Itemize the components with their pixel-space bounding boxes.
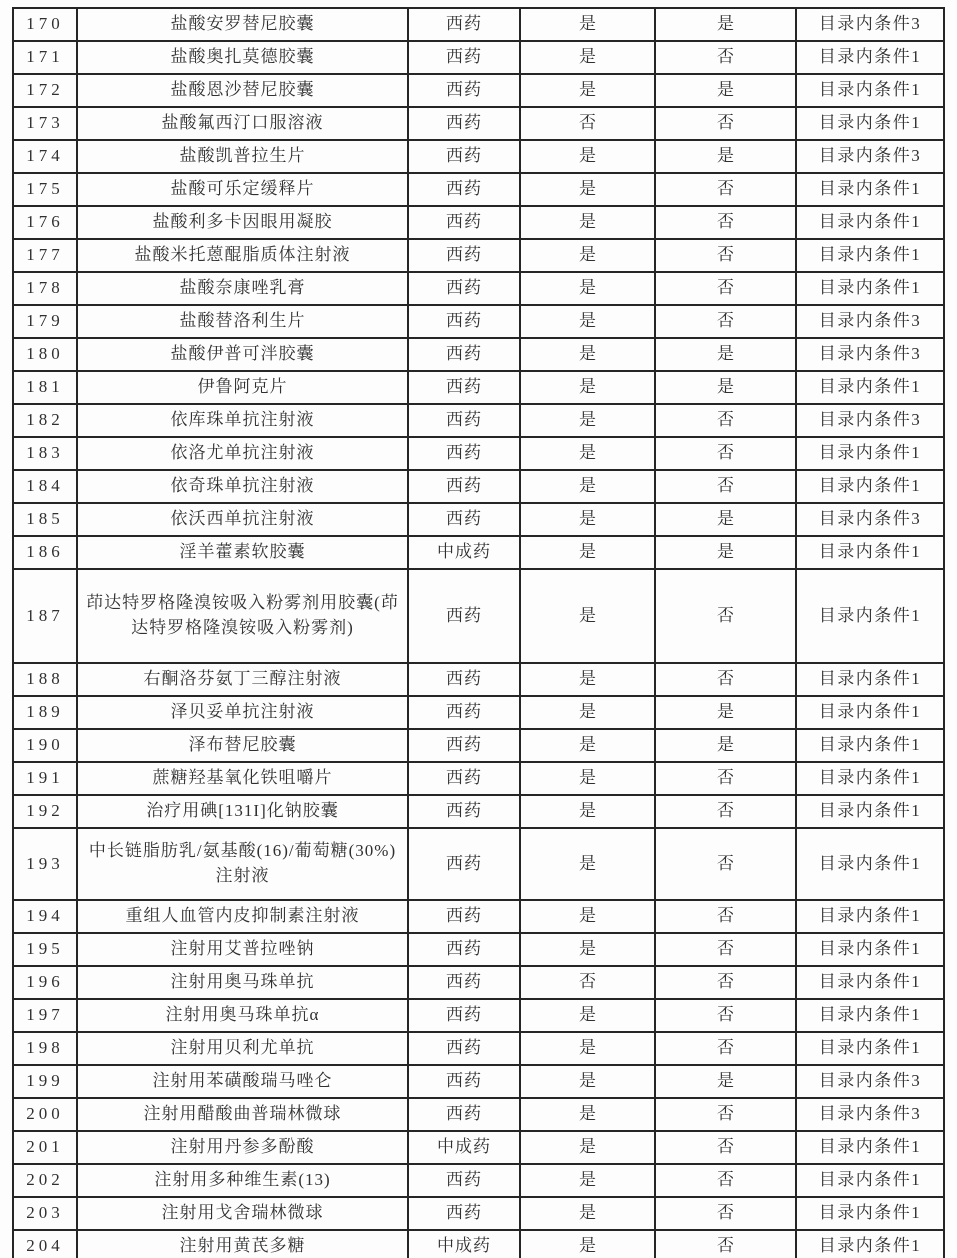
drug-type-cell: 西药 <box>408 41 520 74</box>
flag2-cell: 否 <box>655 999 796 1032</box>
drug-type-cell: 西药 <box>408 696 520 729</box>
drug-type-cell: 西药 <box>408 999 520 1032</box>
flag2-cell: 是 <box>655 8 796 41</box>
condition-cell: 目录内条件3 <box>796 404 944 437</box>
drug-name-cell: 盐酸恩沙替尼胶囊 <box>77 74 408 107</box>
row-number-cell: 187 <box>13 569 77 663</box>
drug-name-cell: 依奇珠单抗注射液 <box>77 470 408 503</box>
table-row <box>13 762 944 795</box>
flag1-cell: 是 <box>520 305 655 338</box>
flag1-cell: 是 <box>520 503 655 536</box>
condition-cell: 目录内条件1 <box>796 239 944 272</box>
condition-cell: 目录内条件3 <box>796 1098 944 1131</box>
row-number-cell: 191 <box>13 762 77 795</box>
flag2-cell: 否 <box>655 404 796 437</box>
drug-type-cell: 西药 <box>408 173 520 206</box>
flag2-cell: 否 <box>655 107 796 140</box>
drug-type-cell: 西药 <box>408 272 520 305</box>
condition-cell: 目录内条件1 <box>796 1197 944 1230</box>
row-number-cell: 176 <box>13 206 77 239</box>
row-number-cell: 200 <box>13 1098 77 1131</box>
table-row <box>13 1098 944 1131</box>
condition-cell: 目录内条件1 <box>796 536 944 569</box>
condition-cell: 目录内条件1 <box>796 41 944 74</box>
drug-name-cell: 伊鲁阿克片 <box>77 371 408 404</box>
flag2-cell: 否 <box>655 762 796 795</box>
condition-cell: 目录内条件1 <box>796 900 944 933</box>
table-row <box>13 1032 944 1065</box>
condition-cell: 目录内条件1 <box>796 437 944 470</box>
drug-type-cell: 中成药 <box>408 1230 520 1258</box>
flag1-cell: 是 <box>520 536 655 569</box>
drug-name-cell: 盐酸可乐定缓释片 <box>77 173 408 206</box>
row-number-cell: 178 <box>13 272 77 305</box>
drug-table <box>12 7 945 1258</box>
row-number-cell: 171 <box>13 41 77 74</box>
table-row <box>13 1131 944 1164</box>
drug-name-cell: 右酮洛芬氨丁三醇注射液 <box>77 663 408 696</box>
condition-cell: 目录内条件1 <box>796 1164 944 1197</box>
table-row <box>13 569 944 663</box>
row-number-cell: 185 <box>13 503 77 536</box>
table-row <box>13 404 944 437</box>
row-number-cell: 190 <box>13 729 77 762</box>
condition-cell: 目录内条件3 <box>796 140 944 173</box>
drug-name-cell: 盐酸伊普可泮胶囊 <box>77 338 408 371</box>
flag1-cell: 是 <box>520 1065 655 1098</box>
condition-cell: 目录内条件1 <box>796 696 944 729</box>
drug-name-cell: 注射用艾普拉唑钠 <box>77 933 408 966</box>
flag1-cell: 是 <box>520 762 655 795</box>
flag2-cell: 否 <box>655 173 796 206</box>
condition-cell: 目录内条件1 <box>796 933 944 966</box>
flag1-cell: 是 <box>520 338 655 371</box>
table-row <box>13 41 944 74</box>
condition-cell: 目录内条件1 <box>796 762 944 795</box>
row-number-cell: 196 <box>13 966 77 999</box>
table-row <box>13 272 944 305</box>
row-number-cell: 201 <box>13 1131 77 1164</box>
drug-name-cell: 注射用丹参多酚酸 <box>77 1131 408 1164</box>
drug-type-cell: 西药 <box>408 470 520 503</box>
drug-name-cell: 泽布替尼胶囊 <box>77 729 408 762</box>
drug-type-cell: 中成药 <box>408 1131 520 1164</box>
flag1-cell: 否 <box>520 107 655 140</box>
drug-type-cell: 西药 <box>408 1098 520 1131</box>
table-row <box>13 206 944 239</box>
flag2-cell: 否 <box>655 272 796 305</box>
row-number-cell: 193 <box>13 828 77 900</box>
flag1-cell: 是 <box>520 404 655 437</box>
flag1-cell: 是 <box>520 272 655 305</box>
condition-cell: 目录内条件1 <box>796 470 944 503</box>
drug-type-cell: 西药 <box>408 404 520 437</box>
table-row <box>13 239 944 272</box>
table-row <box>13 338 944 371</box>
row-number-cell: 189 <box>13 696 77 729</box>
flag1-cell: 是 <box>520 663 655 696</box>
drug-name-cell: 注射用多种维生素(13) <box>77 1164 408 1197</box>
table-row <box>13 663 944 696</box>
drug-type-cell: 西药 <box>408 1197 520 1230</box>
flag2-cell: 是 <box>655 696 796 729</box>
drug-type-cell: 西药 <box>408 338 520 371</box>
row-number-cell: 173 <box>13 107 77 140</box>
table-row <box>13 1230 944 1258</box>
flag2-cell: 否 <box>655 966 796 999</box>
row-number-cell: 195 <box>13 933 77 966</box>
condition-cell: 目录内条件3 <box>796 1065 944 1098</box>
drug-type-cell: 西药 <box>408 206 520 239</box>
drug-name-cell: 治疗用碘[131I]化钠胶囊 <box>77 795 408 828</box>
flag1-cell: 是 <box>520 696 655 729</box>
table-row <box>13 536 944 569</box>
table-row <box>13 437 944 470</box>
table-row <box>13 966 944 999</box>
drug-name-cell: 淫羊藿素软胶囊 <box>77 536 408 569</box>
flag2-cell: 否 <box>655 569 796 663</box>
table-row <box>13 999 944 1032</box>
flag2-cell: 否 <box>655 206 796 239</box>
drug-type-cell: 西药 <box>408 371 520 404</box>
table-row <box>13 305 944 338</box>
drug-name-cell: 注射用醋酸曲普瑞林微球 <box>77 1098 408 1131</box>
drug-type-cell: 西药 <box>408 795 520 828</box>
flag2-cell: 否 <box>655 1032 796 1065</box>
condition-cell: 目录内条件1 <box>796 74 944 107</box>
flag1-cell: 是 <box>520 371 655 404</box>
flag1-cell: 是 <box>520 1197 655 1230</box>
flag2-cell: 是 <box>655 140 796 173</box>
row-number-cell: 172 <box>13 74 77 107</box>
condition-cell: 目录内条件1 <box>796 966 944 999</box>
flag2-cell: 否 <box>655 470 796 503</box>
flag1-cell: 是 <box>520 1164 655 1197</box>
drug-name-cell: 依库珠单抗注射液 <box>77 404 408 437</box>
flag1-cell: 是 <box>520 140 655 173</box>
row-number-cell: 179 <box>13 305 77 338</box>
flag2-cell: 否 <box>655 1098 796 1131</box>
flag2-cell: 否 <box>655 900 796 933</box>
table-row <box>13 74 944 107</box>
flag1-cell: 是 <box>520 470 655 503</box>
flag1-cell: 是 <box>520 239 655 272</box>
flag1-cell: 是 <box>520 900 655 933</box>
row-number-cell: 181 <box>13 371 77 404</box>
table-row <box>13 140 944 173</box>
flag2-cell: 否 <box>655 41 796 74</box>
drug-name-cell: 盐酸替洛利生片 <box>77 305 408 338</box>
table-row <box>13 371 944 404</box>
row-number-cell: 192 <box>13 795 77 828</box>
row-number-cell: 177 <box>13 239 77 272</box>
flag2-cell: 是 <box>655 729 796 762</box>
drug-type-cell: 西药 <box>408 966 520 999</box>
row-number-cell: 180 <box>13 338 77 371</box>
flag1-cell: 是 <box>520 74 655 107</box>
flag2-cell: 否 <box>655 1197 796 1230</box>
condition-cell: 目录内条件1 <box>796 1230 944 1258</box>
row-number-cell: 197 <box>13 999 77 1032</box>
drug-name-cell: 注射用贝利尤单抗 <box>77 1032 408 1065</box>
flag2-cell: 是 <box>655 371 796 404</box>
condition-cell: 目录内条件3 <box>796 503 944 536</box>
drug-name-cell: 泽贝妥单抗注射液 <box>77 696 408 729</box>
row-number-cell: 199 <box>13 1065 77 1098</box>
table-row <box>13 470 944 503</box>
condition-cell: 目录内条件3 <box>796 8 944 41</box>
table-row <box>13 828 944 900</box>
condition-cell: 目录内条件1 <box>796 569 944 663</box>
flag1-cell: 是 <box>520 1131 655 1164</box>
drug-type-cell: 西药 <box>408 933 520 966</box>
flag2-cell: 是 <box>655 503 796 536</box>
drug-name-cell: 注射用苯磺酸瑞马唑仑 <box>77 1065 408 1098</box>
flag1-cell: 是 <box>520 437 655 470</box>
row-number-cell: 194 <box>13 900 77 933</box>
flag2-cell: 否 <box>655 663 796 696</box>
flag2-cell: 否 <box>655 1131 796 1164</box>
flag2-cell: 是 <box>655 1065 796 1098</box>
drug-type-cell: 西药 <box>408 107 520 140</box>
drug-name-cell: 蔗糖羟基氧化铁咀嚼片 <box>77 762 408 795</box>
row-number-cell: 202 <box>13 1164 77 1197</box>
row-number-cell: 203 <box>13 1197 77 1230</box>
row-number-cell: 188 <box>13 663 77 696</box>
drug-name-cell: 盐酸氟西汀口服溶液 <box>77 107 408 140</box>
drug-table-body <box>13 8 944 1258</box>
drug-type-cell: 西药 <box>408 828 520 900</box>
row-number-cell: 184 <box>13 470 77 503</box>
drug-name-cell: 注射用奥马珠单抗α <box>77 999 408 1032</box>
row-number-cell: 186 <box>13 536 77 569</box>
condition-cell: 目录内条件3 <box>796 305 944 338</box>
flag2-cell: 是 <box>655 338 796 371</box>
condition-cell: 目录内条件1 <box>796 999 944 1032</box>
condition-cell: 目录内条件1 <box>796 663 944 696</box>
drug-type-cell: 中成药 <box>408 536 520 569</box>
row-number-cell: 182 <box>13 404 77 437</box>
drug-name-cell: 盐酸利多卡因眼用凝胶 <box>77 206 408 239</box>
drug-type-cell: 西药 <box>408 729 520 762</box>
flag2-cell: 否 <box>655 239 796 272</box>
drug-type-cell: 西药 <box>408 663 520 696</box>
drug-type-cell: 西药 <box>408 305 520 338</box>
table-row <box>13 900 944 933</box>
drug-name-cell: 注射用奥马珠单抗 <box>77 966 408 999</box>
row-number-cell: 198 <box>13 1032 77 1065</box>
row-number-cell: 204 <box>13 1230 77 1258</box>
table-row <box>13 503 944 536</box>
flag2-cell: 否 <box>655 933 796 966</box>
condition-cell: 目录内条件1 <box>796 729 944 762</box>
condition-cell: 目录内条件1 <box>796 1032 944 1065</box>
table-row <box>13 107 944 140</box>
drug-name-cell: 依洛尤单抗注射液 <box>77 437 408 470</box>
flag1-cell: 是 <box>520 999 655 1032</box>
table-row <box>13 795 944 828</box>
flag1-cell: 是 <box>520 729 655 762</box>
drug-type-cell: 西药 <box>408 1065 520 1098</box>
drug-type-cell: 西药 <box>408 239 520 272</box>
condition-cell: 目录内条件1 <box>796 206 944 239</box>
table-row <box>13 173 944 206</box>
flag2-cell: 否 <box>655 1164 796 1197</box>
table-row <box>13 1065 944 1098</box>
flag1-cell: 是 <box>520 828 655 900</box>
condition-cell: 目录内条件1 <box>796 107 944 140</box>
flag1-cell: 是 <box>520 173 655 206</box>
flag1-cell: 是 <box>520 795 655 828</box>
flag1-cell: 是 <box>520 569 655 663</box>
drug-name-cell: 盐酸安罗替尼胶囊 <box>77 8 408 41</box>
flag1-cell: 是 <box>520 8 655 41</box>
flag1-cell: 是 <box>520 206 655 239</box>
drug-type-cell: 西药 <box>408 900 520 933</box>
condition-cell: 目录内条件1 <box>796 371 944 404</box>
drug-name-cell: 盐酸凯普拉生片 <box>77 140 408 173</box>
flag1-cell: 是 <box>520 933 655 966</box>
drug-type-cell: 西药 <box>408 762 520 795</box>
flag1-cell: 是 <box>520 1098 655 1131</box>
drug-type-cell: 西药 <box>408 1032 520 1065</box>
table-row <box>13 933 944 966</box>
table-row <box>13 696 944 729</box>
drug-name-cell: 重组人血管内皮抑制素注射液 <box>77 900 408 933</box>
flag1-cell: 是 <box>520 1032 655 1065</box>
flag2-cell: 否 <box>655 1230 796 1258</box>
drug-name-cell: 依沃西单抗注射液 <box>77 503 408 536</box>
table-row <box>13 1197 944 1230</box>
drug-name-cell: 盐酸奈康唑乳膏 <box>77 272 408 305</box>
flag1-cell: 否 <box>520 966 655 999</box>
drug-type-cell: 西药 <box>408 569 520 663</box>
condition-cell: 目录内条件1 <box>796 828 944 900</box>
drug-type-cell: 西药 <box>408 1164 520 1197</box>
condition-cell: 目录内条件1 <box>796 272 944 305</box>
row-number-cell: 175 <box>13 173 77 206</box>
drug-name-cell: 中长链脂肪乳/氨基酸(16)/葡萄糖(30%)注射液 <box>77 828 408 900</box>
drug-name-cell: 盐酸米托蒽醌脂质体注射液 <box>77 239 408 272</box>
flag2-cell: 是 <box>655 74 796 107</box>
condition-cell: 目录内条件3 <box>796 338 944 371</box>
drug-name-cell: 茚达特罗格隆溴铵吸入粉雾剂用胶囊(茚达特罗格隆溴铵吸入粉雾剂) <box>77 569 408 663</box>
flag2-cell: 否 <box>655 305 796 338</box>
row-number-cell: 174 <box>13 140 77 173</box>
row-number-cell: 170 <box>13 8 77 41</box>
flag2-cell: 否 <box>655 828 796 900</box>
table-row <box>13 1164 944 1197</box>
table-row <box>13 729 944 762</box>
flag2-cell: 否 <box>655 437 796 470</box>
row-number-cell: 183 <box>13 437 77 470</box>
condition-cell: 目录内条件1 <box>796 795 944 828</box>
drug-name-cell: 盐酸奥扎莫德胶囊 <box>77 41 408 74</box>
drug-type-cell: 西药 <box>408 503 520 536</box>
table-row <box>13 8 944 41</box>
condition-cell: 目录内条件1 <box>796 1131 944 1164</box>
drug-name-cell: 注射用黄芪多糖 <box>77 1230 408 1258</box>
drug-type-cell: 西药 <box>408 8 520 41</box>
drug-type-cell: 西药 <box>408 74 520 107</box>
flag1-cell: 是 <box>520 1230 655 1258</box>
drug-type-cell: 西药 <box>408 437 520 470</box>
flag2-cell: 是 <box>655 536 796 569</box>
drug-name-cell: 注射用戈舍瑞林微球 <box>77 1197 408 1230</box>
drug-type-cell: 西药 <box>408 140 520 173</box>
flag1-cell: 是 <box>520 41 655 74</box>
flag2-cell: 否 <box>655 795 796 828</box>
condition-cell: 目录内条件1 <box>796 173 944 206</box>
